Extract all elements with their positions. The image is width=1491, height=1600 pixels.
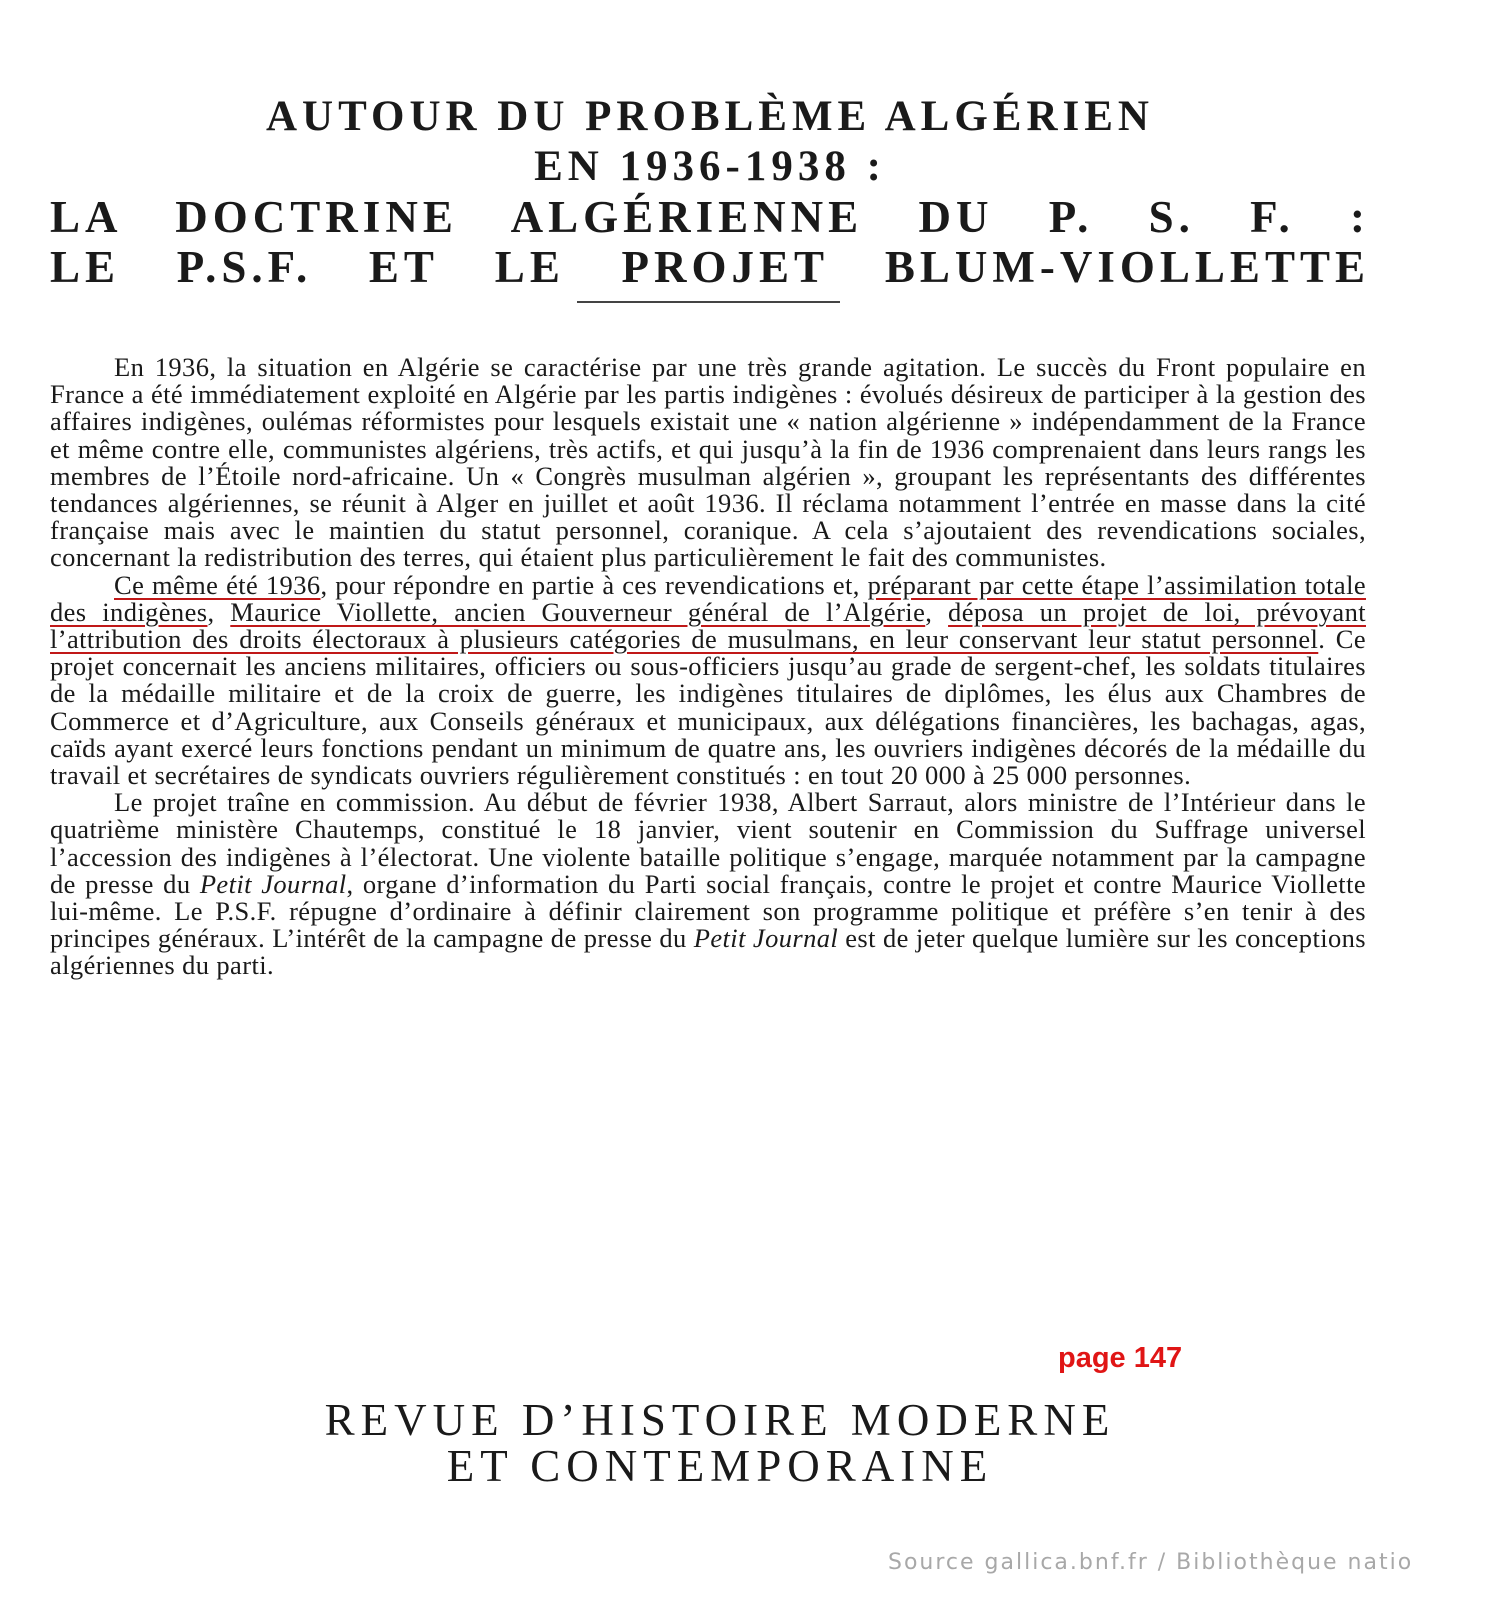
journal-name-italic: Petit Journal [199,868,347,899]
underlined-passage: préparant par cette étape l’assimilation totale des indigènes [50,569,1366,627]
article-body [50,354,1366,980]
underlined-passage: déposa un projet de loi, prévoyant l’attribution des droits électoraux à plusieurs catégories de musulmans, en leur conservant leur statut personnel [50,596,1366,655]
text-run: Le projet traîne en commission. Au début de février 1938, Albert Sarraut, alors ministre de l’Intérieur dans le quatrième ministère Chautemps, constitué le 18 janvier, vient soutenir en Commission du Suffrage universel l’accession des indigènes à l’électorat. Une violente bataille politique s’engage, marquée notamment par la campagne de presse du [50,787,1366,899]
page-number-annotation: page 147 [1058,1342,1183,1374]
article-subtitle-line-2: LE P.S.F. ET LE PROJET BLUM-VIOLLETTE [50,242,1370,292]
journal-name-italic: Petit Journal [693,923,839,954]
article-title-line-1: AUTOUR DU PROBLÈME ALGÉRIEN [265,93,1154,140]
paragraph-1: En 1936, la situation en Algérie se caractérise par une très grande agitation. Le succès du Front populaire en France a été immédiatement exploité en Algérie par les partis indigènes : évolués désireux de participer à la gestion des affaires indigènes, oulémas réformistes pour lesquels existait une « nation algérienne » indépendamment de la France et même contre elle, communistes algériens, très actifs, et qui jusqu’à la fin de 1936 comprenaient dans leurs rangs les membres de l’Étoile nord-africaine. Un « Congrès musulman algérien », groupant les représentants des différentes tendances algériennes, se réunit à Alger en juillet et août 1936. Il réclama notamment l’entrée en masse dans la cité française mais avec le maintien du statut personnel, coranique. A cela s’ajoutaient des revendications sociales, concernant la redistribution des terres, qui étaient plus particulièrement le fait des communistes. [50,352,1366,573]
paragraph-2 [50,569,1366,791]
text-run: . Ce projet concernait les anciens militaires, officiers ou sous-officiers jusqu’au grade de sergent-chef, les soldats titulaires de la médaille militaire et de la croix de guerre, les indigènes titulaires de diplômes, les élus aux Chambres de Commerce et d’Agriculture, aux Conseils généraux et municipaux, aux délégations financières, les bachagas, agas, caïds ayant exercé leurs fonctions pendant un minimum de quatre ans, les ouvriers indigènes décorés de la médaille du travail et secrétaires de syndicats ouvriers régulièrement constitués : en tout 20 000 à 25 000 personnes. [50,624,1366,791]
article-title-line-2: EN 1936-1938 : [534,143,886,190]
underlined-passage: Maurice Viollette, ancien Gouverneur général de l’Algérie [230,596,926,627]
paragraph-3 [50,789,1366,979]
text-run: , organe d’information du Parti social français, contre le projet et contre Maurice Viollette lui-même. Le P.S.F. répugne d’ordinaire à définir clairement son programme politique et préfère s’en tenir à des principes généraux. L’intérêt de la campagne de presse du [50,868,1366,954]
article-subtitle-line-1: LA DOCTRINE ALGÉRIENNE DU P. S. F. : [50,192,1370,242]
text-run: , pour répondre en partie à ces revendications et, [320,569,868,600]
journal-title-line-1: REVUE D’HISTOIRE MODERNE [324,1395,1116,1445]
text-run: , [207,596,231,627]
underlined-passage: Ce même été 1936 [114,569,321,600]
source-credit: Source gallica.bnf.fr / Bibliothèque natio [888,1550,1414,1575]
text-run: , [925,596,949,627]
journal-title-line-2: ET CONTEMPORAINE [446,1441,994,1491]
title-divider [577,301,840,303]
text-run: est de jeter quelque lumière sur les conceptions algériennes du parti. [50,923,1366,981]
